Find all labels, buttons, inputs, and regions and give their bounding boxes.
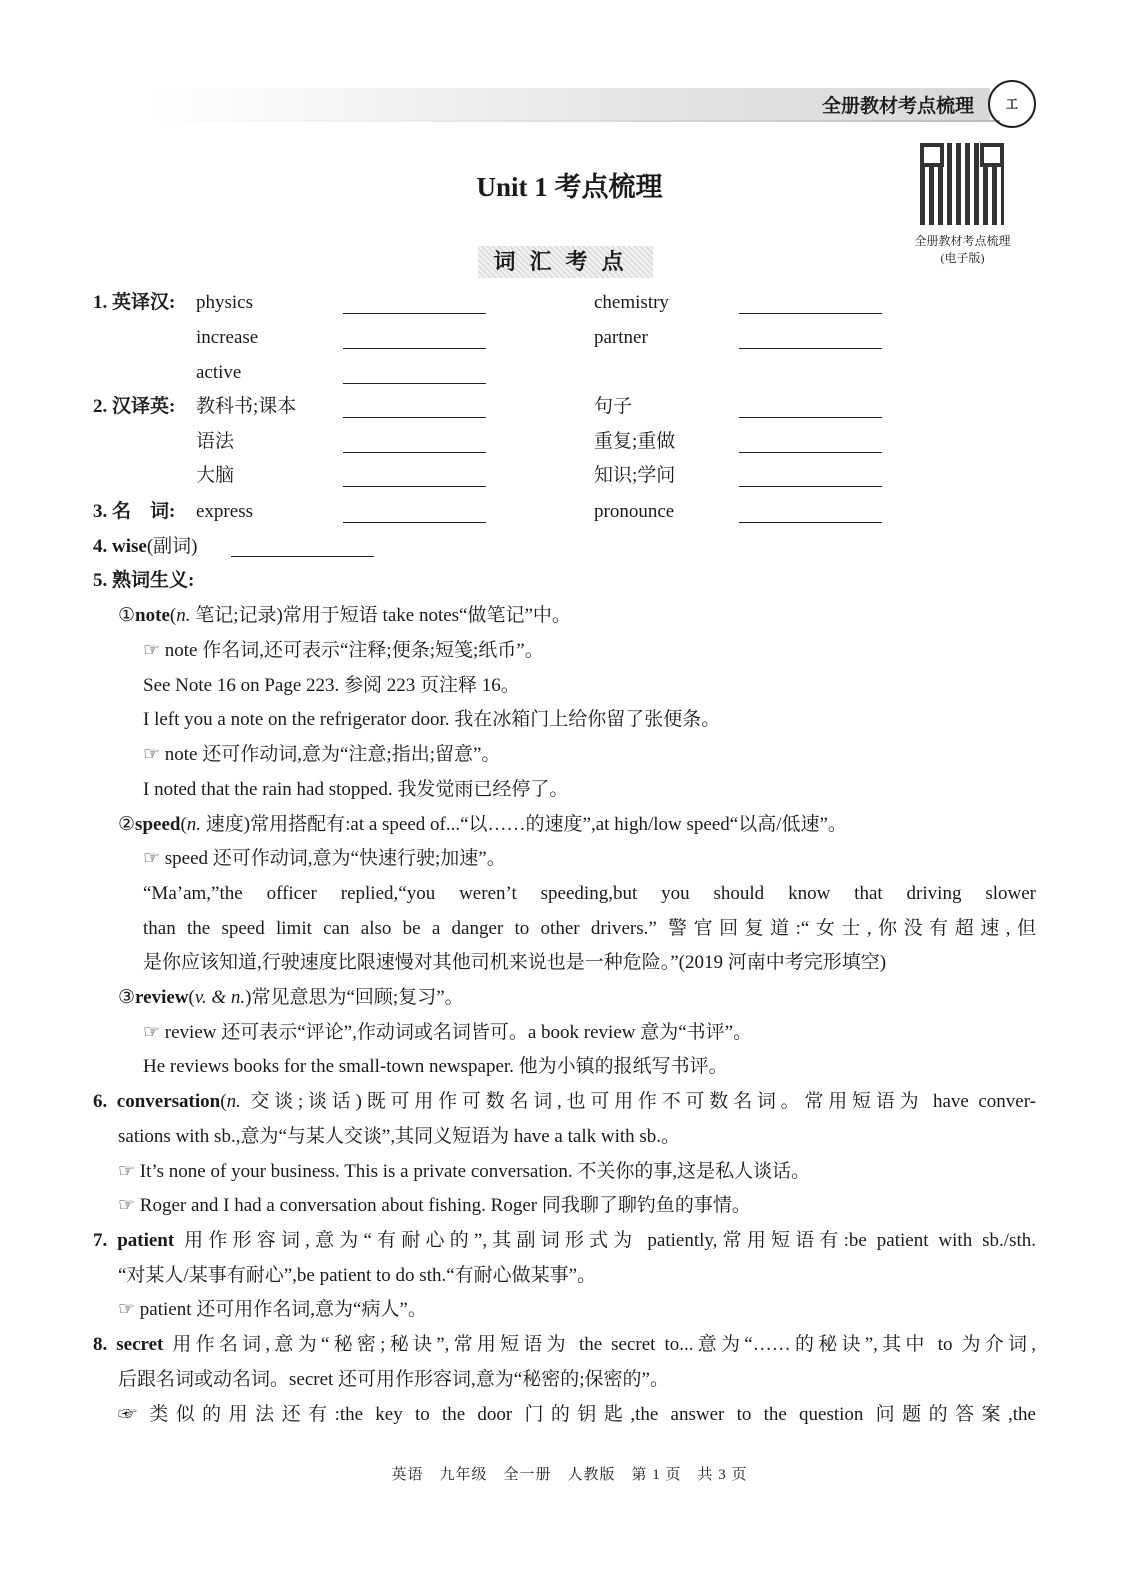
item-number: 7. <box>93 1230 118 1251</box>
answer-blank[interactable] <box>343 485 486 487</box>
item-number: 8. <box>93 1334 117 1355</box>
vocab-word: 大脑 <box>196 465 235 486</box>
q4-line <box>93 534 197 560</box>
header-title: 全册教材考点梳理 <box>822 96 975 117</box>
circled-number: ② <box>118 814 136 835</box>
vocab-word: 教科书;课本 <box>196 396 297 417</box>
vocab-word: 句子 <box>594 396 633 417</box>
answer-blank[interactable] <box>343 347 486 349</box>
example-line: I left you a note on the refrigerator door. 我在冰箱门上给你留了张便条。 <box>143 709 721 730</box>
pos: n. <box>186 814 202 835</box>
q4-word: 4. wise <box>93 536 147 557</box>
answer-blank[interactable] <box>343 382 486 384</box>
example-line: See Note 16 on Page 223. 参阅 223 页注释 16。 <box>143 675 520 696</box>
text: ( <box>188 987 195 1008</box>
headword: speed <box>135 814 181 835</box>
qr-caption <box>900 233 1025 267</box>
conversation-entry <box>93 1089 1036 1115</box>
tip-line: ☞ note 作名词,还可表示“注释;便条;短笺;纸币”。 <box>143 640 544 661</box>
answer-blank[interactable] <box>739 521 882 523</box>
text: 用作名词,意为“秘密;秘诀”,常用短语为 the secret to...意为“……的秘诀”,其中 to 为介词, <box>163 1334 1036 1355</box>
q4-hint: (副词) <box>146 536 198 557</box>
example-line: 是你应该知道,行驶速度比限速慢对其他司机来说也是一种危险。”(2019 河南中考完形填空) <box>143 952 887 973</box>
headword: review <box>135 987 189 1008</box>
pos: n. <box>226 1091 241 1112</box>
section-title: 词汇考点 <box>478 246 653 278</box>
answer-blank[interactable] <box>739 485 882 487</box>
headword: patient <box>117 1230 175 1251</box>
page-title: Unit 1 考点梳理 <box>476 172 663 202</box>
tip-line: ☞ It’s none of your business. This is a private conversation. 不关你的事,这是私人谈话。 <box>118 1161 811 1182</box>
text: ( <box>220 1091 227 1112</box>
answer-blank[interactable] <box>739 416 882 418</box>
pos: n. <box>176 605 191 626</box>
tip-line: ☞ review 还可表示“评论”,作动词或名词皆可。a book review 意为“书评”。 <box>143 1022 753 1043</box>
tip-line: ☞ note 还可作动词,意为“注意;指出;留意”。 <box>143 744 501 765</box>
headword: secret <box>116 1334 164 1355</box>
vocab-word: 语法 <box>196 431 235 452</box>
answer-blank[interactable] <box>343 451 486 453</box>
qr-caption-line: (电子版) <box>940 251 985 265</box>
vocab-word: partner <box>594 327 648 348</box>
answer-blank[interactable] <box>739 347 882 349</box>
seal-logo-icon: 工 <box>988 80 1036 128</box>
qr-caption-line: 全册教材考点梳理 <box>914 234 1011 248</box>
q5-label: 5. 熟词生义: <box>93 570 195 591</box>
answer-blank[interactable] <box>343 416 486 418</box>
text: )常见意思为“回顾;复习”。 <box>245 987 464 1008</box>
text: 交谈;谈话)既可用作可数名词,也可用作不可数名词。常用短语为 have conver- <box>240 1091 1036 1112</box>
secret-entry <box>93 1332 1036 1358</box>
example-line: I noted that the rain had stopped. 我发觉雨已经停了。 <box>143 779 569 800</box>
vocab-word: chemistry <box>594 292 669 313</box>
vocab-word: physics <box>196 292 253 313</box>
tip-line: ☞ patient 还可用作名词,意为“病人”。 <box>118 1299 427 1320</box>
q3-label: 3. 名 词: <box>93 501 176 522</box>
text-line: 后跟名词或动名词。secret 还可用作形容词,意为“秘密的;保密的”。 <box>118 1369 669 1390</box>
answer-blank[interactable] <box>343 521 486 523</box>
review-entry <box>118 985 464 1011</box>
tip-line: ☞ 类似的用法还有:the key to the door 门的钥匙,the answer to the question 问题的答案,the <box>118 1404 1036 1425</box>
tip-line: ☞ speed 还可作动词,意为“快速行驶;加速”。 <box>143 848 506 869</box>
patient-entry <box>93 1228 1036 1254</box>
tip-line: ☞ Roger and I had a conversation about fishing. Roger 同我聊了聊钓鱼的事情。 <box>118 1195 751 1216</box>
vocab-word: increase <box>196 327 259 348</box>
text-line: sations with sb.,意为“与某人交谈”,其同义短语为 have a talk with sb.。 <box>118 1126 681 1147</box>
headword: conversation <box>116 1091 221 1112</box>
text: ( <box>180 814 187 835</box>
pos: v. & n. <box>194 987 246 1008</box>
answer-blank[interactable] <box>739 312 882 314</box>
text: 笔记;记录)常用于短语 take notes“做笔记”中。 <box>190 605 571 626</box>
page-footer: 英语 九年级 全一册 人教版 第 1 页 共 3 页 <box>391 1467 748 1483</box>
circled-number: ③ <box>118 987 136 1008</box>
item-number: 6. <box>93 1091 117 1112</box>
vocab-word: 重复;重做 <box>594 431 676 452</box>
headword: note <box>135 605 170 626</box>
vocab-word: express <box>196 501 253 522</box>
text: ( <box>169 605 177 626</box>
answer-blank[interactable] <box>739 451 882 453</box>
q1-label: 1. 英译汉: <box>93 292 176 313</box>
text: 用作形容词,意为“有耐心的”,其副词形式为 patiently,常用短语有:be patient with sb./sth. <box>174 1230 1037 1251</box>
example-line: “Ma’am,”the officer replied,“you weren’t speeding,but you should know that driving slower <box>143 883 1036 904</box>
example-line: He reviews books for the small-town newspaper. 他为小镇的报纸写书评。 <box>143 1056 728 1077</box>
answer-blank[interactable] <box>343 312 486 314</box>
circled-number: ① <box>118 605 136 626</box>
answer-blank[interactable] <box>231 555 374 557</box>
header-rule <box>150 120 1000 122</box>
speed-entry <box>118 812 847 838</box>
vocab-word: 知识;学问 <box>594 465 676 486</box>
q2-label: 2. 汉译英: <box>93 396 176 417</box>
vocab-word: pronounce <box>594 501 675 522</box>
note-entry <box>118 603 571 629</box>
example-line: than the speed limit can also be a danger to other drivers.” 警官回复道:“女士,你没有超速,但 <box>143 918 1036 939</box>
vocab-word: active <box>196 362 242 383</box>
text: 速度)常用搭配有:at a speed of...“以……的速度”,at high/low speed“以高/低速”。 <box>201 814 847 835</box>
text-line: “对某人/某事有耐心”,be patient to do sth.“有耐心做某事”。 <box>118 1265 597 1286</box>
